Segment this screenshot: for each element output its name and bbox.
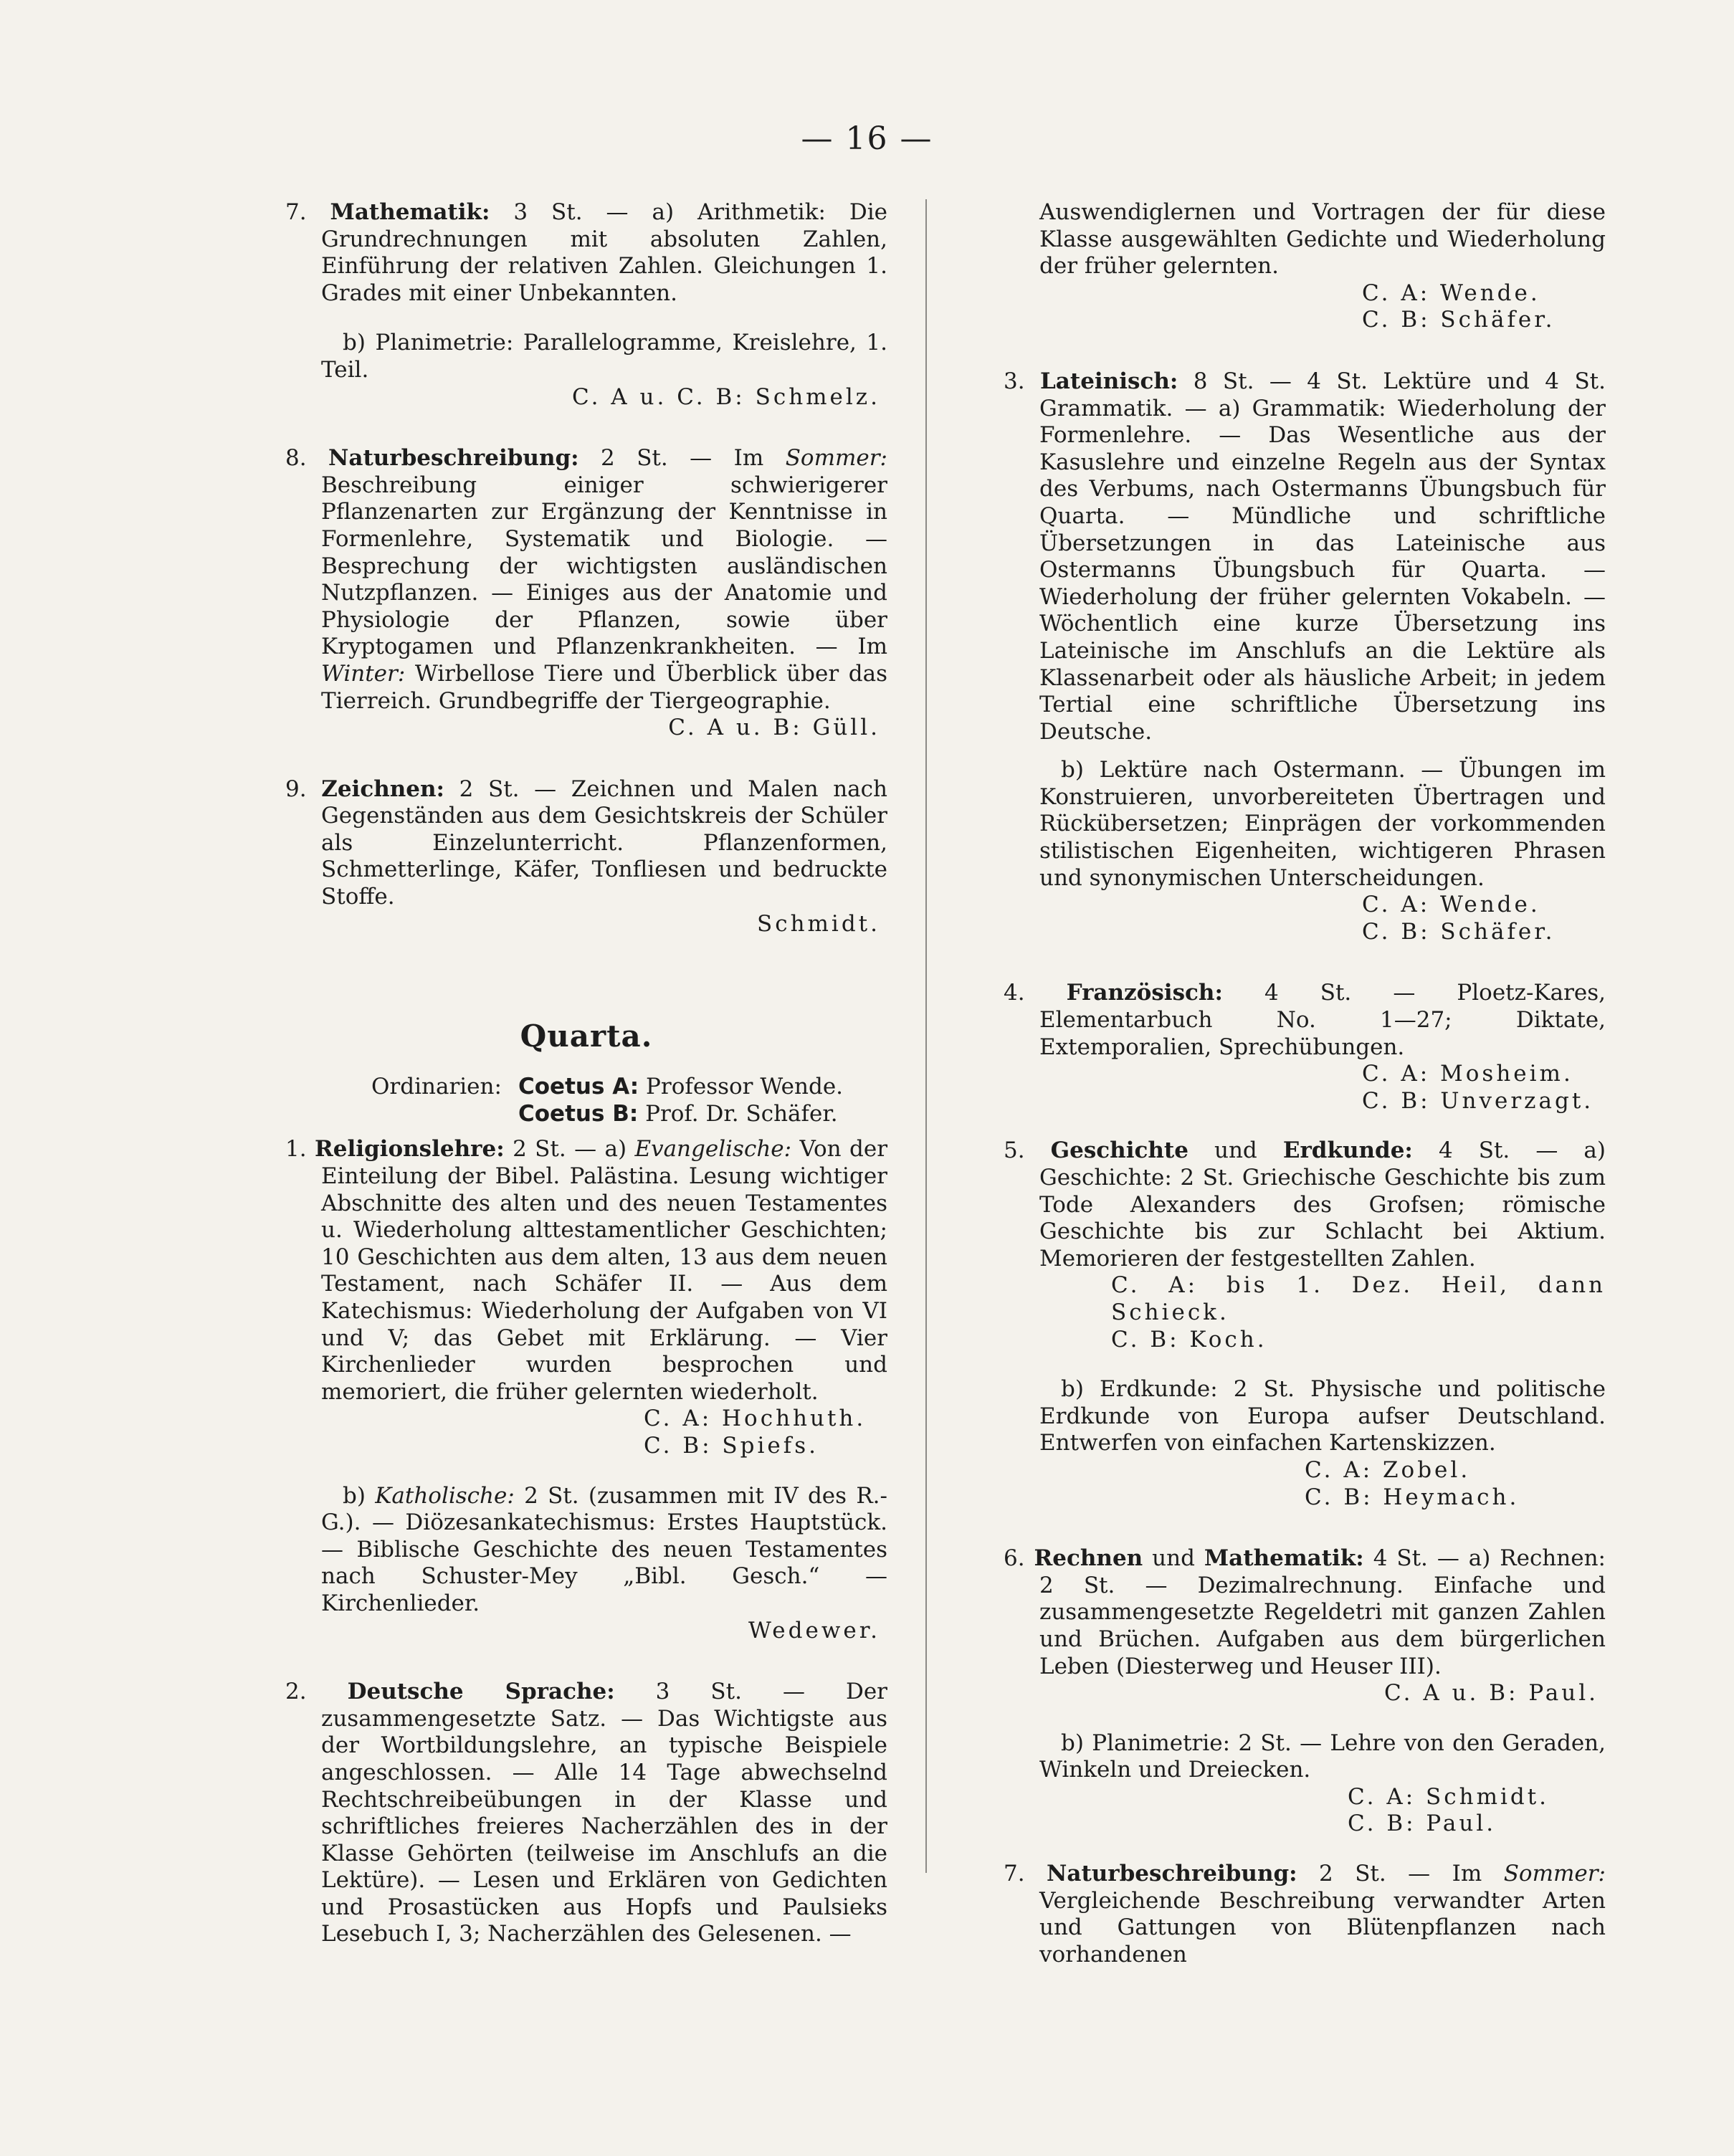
teacher-signature: C. A: Schmidt.: [1348, 1783, 1550, 1810]
teacher-signature: C. B: Schäfer.: [1362, 307, 1556, 333]
section-text: 2 St. — Zeichnen und Malen nach Gegenständen aus dem Gesichtskreis der Schüler als Einzelunterricht. Pflanzenformen, Schmetterlinge, Käfer, Tonfliesen und bedruckte Stoffe.: [321, 776, 887, 910]
section-continuation: Auswendiglernen und Vortragen der für diese Klasse ausgewählten Gedichte und Wiederholung der früher gelernten.: [1039, 199, 1606, 280]
section-heading: Naturbeschreibung:: [1047, 1861, 1297, 1887]
teacher-signature: C. B: Spiefs.: [644, 1432, 819, 1459]
section-naturbeschreibung-quarta: 7. Naturbeschreibung: 2 St. — Im Sommer: Vergleichende Beschreibung verwandter Arten und Gattungen von Blütenpflanzen nach vorhandenen: [1004, 1861, 1606, 1967]
teacher-signature: C. A u. B: Paul.: [1384, 1680, 1599, 1707]
section-heading: Mathematik:: [330, 199, 490, 225]
section-text-b: b) Katholische: 2 St. (zusammen mit IV des R.-G.). — Diözesankatechismus: Erstes Hauptstück. — Biblische Geschichte des neuen Testamentes nach Schuster-Mey „Bibl. Gesch.“ — Kirchenlieder.: [321, 1482, 887, 1616]
teacher-signature: C. A u. B: Güll.: [668, 715, 880, 741]
section-heading: Lateinisch:: [1040, 368, 1178, 394]
teacher-signature: C. A: Hochhuth.: [644, 1406, 867, 1432]
ordinarien: Ordinarien: Coetus A: Professor Wende. Coetus B: Prof. Dr. Schäfer.: [371, 1074, 844, 1127]
teacher-signature: Wedewer.: [748, 1617, 880, 1644]
left-column: [285, 199, 887, 1948]
section-text: 3 St. — Der zusammengesetzte Satz. — Das Wichtigste aus der Wortbildungslehre, an typische Beispiele angeschlossen. — Alle 14 Tage abwechselnd Rechtschreibeübungen in der Klasse und schriftliches freieres Nacherzählen des in der Klasse Gehörten (teilweise im Anschlufs an die Lektüre). — Lesen und Erklären von Gedichten und Prosastücken aus Hopfs und Paulsieks Lesebuch I, 3; Nacherzählen des Gelesenen. —: [321, 1679, 887, 1947]
section-mathematik: 7. Mathematik: 3 St. — a) Arithmetik: Die Grundrechnungen mit absoluten Zahlen, Einführung der relativen Zahlen. Gleichungen 1. Grades mit einer Unbekannten.: [285, 199, 887, 306]
class-title: Quarta.: [520, 1019, 653, 1054]
section-text: 4 St. — Ploetz-Kares, Elementarbuch No. 1—27; Diktate, Extemporalien, Sprechübungen.: [1039, 980, 1606, 1060]
teacher-signature: Schmidt.: [756, 910, 880, 937]
teacher-signature: C. A u. C. B: Schmelz.: [571, 383, 880, 410]
column-divider: [925, 199, 927, 1873]
section-text: 3 St. — a) Arithmetik: Die Grundrechnungen mit absoluten Zahlen, Einführung der relativen Zahlen. Gleichungen 1. Grades mit einer Unbekannten.: [321, 199, 887, 306]
section-heading: Deutsche Sprache:: [347, 1679, 615, 1705]
teacher-signature: C. B: Unverzagt.: [1362, 1087, 1594, 1114]
section-text-b: b) Planimetrie: 2 St. — Lehre von den Geraden, Winkeln und Dreiecken.: [1039, 1730, 1606, 1783]
section-text: 4 St. — a) Geschichte: 2 St. Griechische Geschichte bis zum Tode Alexanders des Grofsen; römische Geschichte bis zur Schlacht bei Aktium. Memorieren der festgestellten Zahlen.: [1039, 1137, 1606, 1272]
section-text-b: b) Planimetrie: Parallelogramme, Kreislehre, 1. Teil.: [321, 330, 887, 383]
section-heading-2: Mathematik:: [1204, 1545, 1364, 1572]
section-zeichnen: 9. Zeichnen: 2 St. — Zeichnen und Malen nach Gegenständen aus dem Gesichtskreis der Schüler als Einzelunterricht. Pflanzenformen, Schmetterlinge, Käfer, Tonfliesen und bedruckte Stoffe.: [285, 776, 887, 910]
teacher-signature: C. A: Wende.: [1362, 892, 1540, 918]
section-heading: Französisch:: [1066, 980, 1223, 1006]
teacher-signature: C. A: Wende.: [1362, 280, 1540, 306]
section-religionslehre: 1. Religionslehre: 2 St. — a) Evangelische: Von der Einteilung der Bibel. Palästina. Lesung wichtiger Abschnitte des alten und des neuen Testamentes u. Wiederholung alttestamentlicher Geschichten; 10 Geschichten aus dem alten, 13 aus dem neuen Testament, nach Schäfer II. — Aus dem Katechismus: Wiederholung der Aufgaben von VI und V; das Gebet mit Erklärung. — Vier Kirchenlieder wurden besprochen und memoriert, die früher gelernten wiederholt.: [285, 1136, 888, 1405]
section-geschichte-erdkunde: 5. Geschichte und Erdkunde: 4 St. — a) Geschichte: 2 St. Griechische Geschichte bis zum Tode Alexanders des Grofsen; römische Geschichte bis zur Schlacht bei Aktium. Memorieren der festgestellten Zahlen.: [1004, 1137, 1606, 1272]
section-rechnen-mathematik: 6. Rechnen und Mathematik: 4 St. — a) Rechnen: 2 St. — Dezimalrechnung. Einfache und zusammengesetzte Regeldetri mit ganzen Zahlen und Brüchen. Aufgaben aus dem bürgerlichen Leben (Diesterweg und Heuser III).: [1004, 1545, 1606, 1679]
teacher-signature: C. A: Mosheim.: [1362, 1061, 1573, 1087]
section-text-b: b) Erdkunde: 2 St. Physische und politische Erdkunde von Europa aufser Deutschland. Entwerfen von einfachen Kartenskizzen.: [1039, 1376, 1606, 1456]
section-heading: Geschichte: [1050, 1137, 1188, 1164]
teacher-signature: C. B: Schäfer.: [1362, 918, 1556, 945]
teacher-signature: C. B: Paul.: [1348, 1811, 1497, 1837]
right-column: [1004, 199, 1606, 1968]
teacher-signature: C. B: Koch.: [1111, 1326, 1267, 1353]
section-heading: Rechnen: [1034, 1545, 1143, 1572]
section-heading-2: Erdkunde:: [1282, 1137, 1413, 1164]
teacher-signature: C. B: Heymach.: [1305, 1484, 1520, 1510]
section-text: 4 St. — a) Rechnen: 2 St. — Dezimalrechnung. Einfache und zusammengesetzte Regeldetri mit ganzen Zahlen und Brüchen. Aufgaben aus dem bürgerlichen Leben (Diesterweg und Heuser III).: [1039, 1545, 1606, 1679]
section-naturbeschreibung: 8. Naturbeschreibung: 2 St. — Im Sommer: Beschreibung einiger schwierigerer Pflanzenarten zur Ergänzung der Kenntnisse in Formenlehre, Systematik und Biologie. — Besprechung der wichtigsten ausländischen Nutzpflanzen. — Einiges aus der Anatomie und Physiologie der Pflanzen, sowie über Kryptogamen und Pflanzenkrankheiten. — Im Winter: Wirbellose Tiere und Überblick über das Tierreich. Grundbegriffe der Tiergeographie.: [285, 445, 887, 714]
section-franzoesisch: 4. Französisch: 4 St. — Ploetz-Kares, Elementarbuch No. 1—27; Diktate, Extemporalien, Sprechübungen.: [1004, 980, 1606, 1060]
teacher-signature: C. A: Zobel.: [1305, 1456, 1471, 1483]
section-text-b: b) Lektüre nach Ostermann. — Übungen im Konstruieren, unvorbereiteten Übertragen und Rückübersetzen; Einprägen der vorkommenden stilistischen Eigenheiten, wichtigeren Phrasen und synonymischen Unterscheidungen.: [1039, 757, 1606, 891]
section-heading: Zeichnen:: [321, 776, 444, 802]
teacher-signature: C. A: bis 1. Dez. Heil, dann Schieck.: [1111, 1272, 1606, 1325]
page-number: — 16 —: [801, 120, 933, 157]
section-lateinisch: 3. Lateinisch: 8 St. — 4 St. Lektüre und 4 St. Grammatik. — a) Grammatik: Wiederholung der Formenlehre. — Das Wesentliche aus der Kasuslehre und einzelne Regeln aus der Syntax des Verbums, nach Ostermanns Übungsbuch für Quarta. — Mündliche und schriftliche Übersetzungen in das Lateinische aus Ostermanns Übungsbuch für Quarta. — Wiederholung der früher gelernten Vokabeln. — Wöchentlich eine kurze Übersetzung ins Lateinische im Anschlufs an die Lektüre als Klassenarbeit oder als häusliche Arbeit; in jedem Tertial eine schriftliche Übersetzung ins Deutsche.: [1004, 368, 1606, 745]
section-text: 8 St. — 4 St. Lektüre und 4 St. Grammatik. — a) Grammatik: Wiederholung der Formenlehre. — Das Wesentliche aus der Kasuslehre und einzelne Regeln aus der Syntax des Verbums, nach Ostermanns Übungsbuch für Quarta. — Mündliche und schriftliche Übersetzungen in das Lateinische aus Ostermanns Übungsbuch für Quarta. — Wiederholung der früher gelernten Vokabeln. — Wöchentlich eine kurze Übersetzung ins Lateinische im Anschlufs an die Lektüre als Klassenarbeit oder als häusliche Arbeit; in jedem Tertial eine schriftliche Übersetzung ins Deutsche.: [1039, 368, 1606, 745]
section-heading: Naturbeschreibung:: [328, 445, 579, 472]
section-heading: Religionslehre:: [314, 1136, 505, 1163]
section-deutsche-sprache: 2. Deutsche Sprache: 3 St. — Der zusammengesetzte Satz. — Das Wichtigste aus der Wortbildungslehre, an typische Beispiele angeschlossen. — Alle 14 Tage abwechselnd Rechtschreibeübungen in der Klasse und schriftliches freieres Nacherzählen des in der Klasse Gehörten (teilweise im Anschlufs an die Lektüre). — Lesen und Erklären von Gedichten und Prosastücken aus Hopfs und Paulsieks Lesebuch I, 3; Nacherzählen des Gelesenen. —: [285, 1679, 887, 1947]
